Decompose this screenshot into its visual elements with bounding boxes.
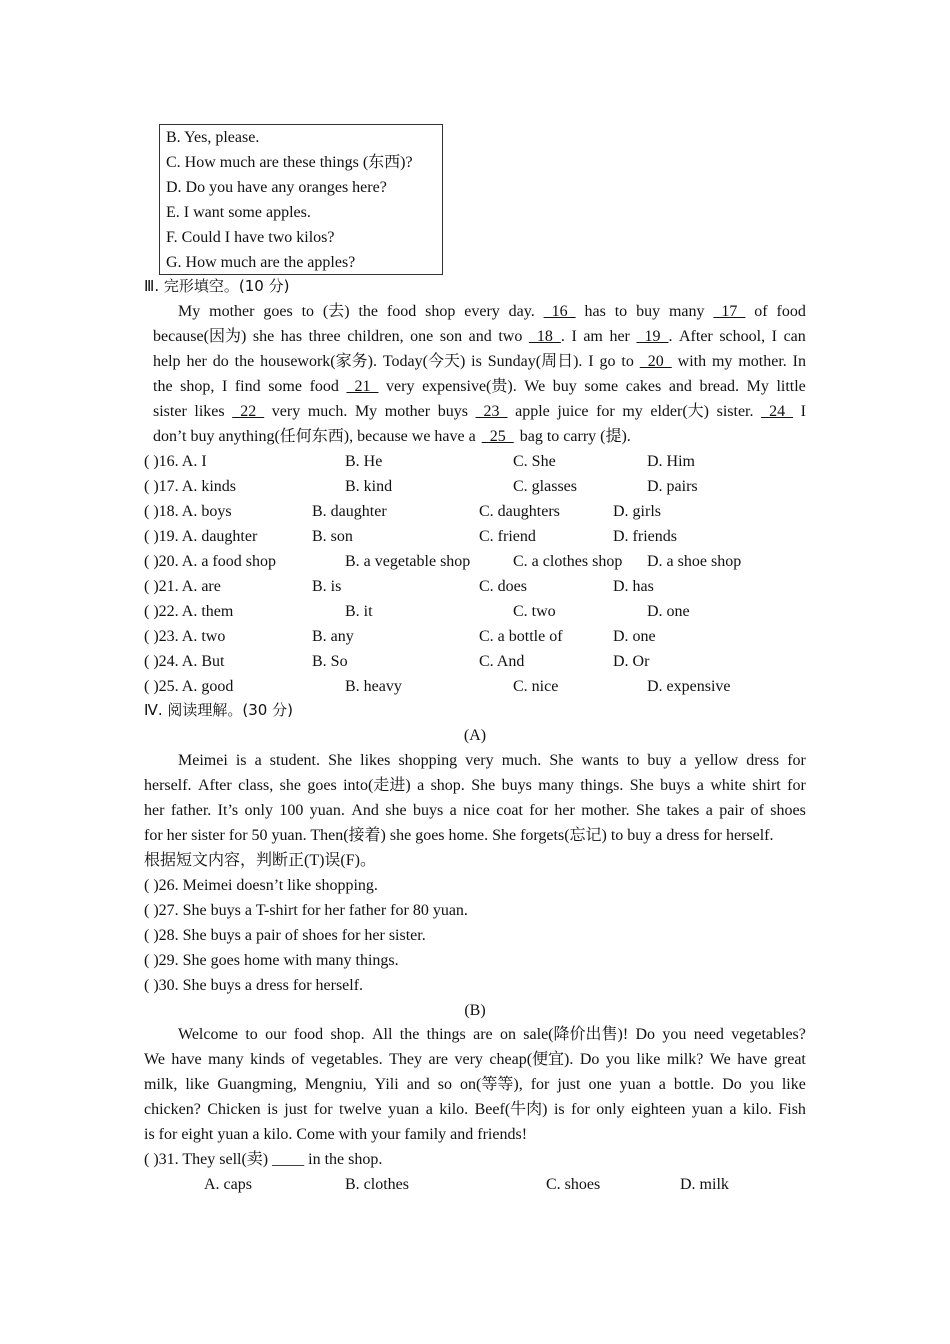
passage-word: buys xyxy=(501,777,532,794)
passage-word: have xyxy=(171,1051,202,1068)
passage-b-label: (B) xyxy=(464,1002,486,1019)
question-31-option-a: A. caps xyxy=(204,1176,252,1193)
answer-option: B. is xyxy=(312,578,342,595)
passage-word: mother xyxy=(384,403,431,420)
passage-word: for xyxy=(529,802,548,819)
cloze-blank: 17 xyxy=(713,303,746,320)
passage-word: is for eight yuan a kilo. Come with your family and friends! xyxy=(144,1126,528,1143)
passage-line xyxy=(144,1047,806,1072)
passage-word: very xyxy=(454,1051,483,1068)
passage-word: bag to carry (提). xyxy=(519,428,631,445)
answer-option: B. any xyxy=(312,628,354,645)
passage-word: Do xyxy=(722,1076,742,1093)
answer-option: B. kind xyxy=(345,478,393,495)
passage-word: her xyxy=(144,802,165,819)
passage-word: I xyxy=(221,378,228,395)
passage-word: just xyxy=(557,1076,581,1093)
passage-line xyxy=(144,798,806,823)
question-31-option-c: C. shoes xyxy=(546,1176,601,1193)
passage-word: has xyxy=(584,303,606,320)
passage-word: shop, xyxy=(180,378,215,395)
passage-line xyxy=(144,324,806,349)
passage-word: school, xyxy=(719,328,766,345)
passage-word: many xyxy=(208,1051,244,1068)
passage-word: food xyxy=(293,1026,324,1043)
passage-word: very xyxy=(465,752,494,769)
question-stem: ( )22. A. them xyxy=(144,603,234,620)
passage-word: like xyxy=(781,1076,806,1093)
passage-word: of xyxy=(291,1051,305,1068)
passage-word: white xyxy=(710,777,746,794)
passage-word: many xyxy=(668,303,705,320)
passage-word: son xyxy=(439,328,463,345)
passage-word: very xyxy=(386,378,415,395)
passage-word: sister xyxy=(153,403,187,420)
passage-word: her xyxy=(186,353,207,370)
passage-word: cheap(便宜). xyxy=(489,1051,574,1068)
passage-word: food xyxy=(776,303,806,320)
passage-word: day. xyxy=(508,303,535,320)
answer-option: D. a shoe shop xyxy=(647,553,742,570)
passage-word: one xyxy=(410,328,434,345)
passage-word: shirt xyxy=(752,777,781,794)
passage-word: In xyxy=(792,353,806,370)
passage-word: three xyxy=(308,328,341,345)
passage-word: It’s xyxy=(217,802,239,819)
passage-word: you xyxy=(662,1026,687,1043)
passage-word: my xyxy=(711,353,733,370)
answer-option: B. daughter xyxy=(312,503,387,520)
passage-word: sister. xyxy=(716,403,754,420)
statement: ( )30. She buys a dress for herself. xyxy=(144,977,364,994)
passage-word: She xyxy=(549,752,574,769)
question-31-option-b: B. clothes xyxy=(345,1176,409,1193)
passage-word: herself. xyxy=(144,777,192,794)
passage-word: milk, xyxy=(144,1076,178,1093)
passage-word: mother xyxy=(209,303,255,320)
cloze-blank: 20 xyxy=(639,353,672,370)
passage-word: shoes xyxy=(770,802,806,819)
passage-word: student. xyxy=(269,752,320,769)
passage-line xyxy=(144,424,806,449)
passage-word: don’t buy anything(任何东西), because we have a xyxy=(153,428,476,445)
passage-word: shop. xyxy=(430,777,465,794)
passage-word: pair xyxy=(719,802,745,819)
passage-word: go xyxy=(599,353,616,370)
answer-option: D. friends xyxy=(613,528,677,545)
passage-word: is xyxy=(235,752,247,769)
passage-word: My xyxy=(178,303,201,320)
statement: ( )28. She buys a pair of shoes for her sister. xyxy=(144,927,426,944)
passage-word: Meimei xyxy=(178,752,228,769)
passage-a xyxy=(144,748,806,848)
question-stem: ( )17. A. kinds xyxy=(144,478,236,495)
passage-word: have xyxy=(737,1051,768,1068)
passage-word: is xyxy=(553,1101,565,1118)
passage-word: for xyxy=(596,403,615,420)
passage-word: Sunday(周日). xyxy=(487,353,583,370)
passage-word: a xyxy=(658,1076,666,1093)
passage-word: for xyxy=(787,777,806,794)
statement: ( )29. She goes home with many things. xyxy=(144,952,399,969)
passage-word: buy xyxy=(552,378,577,395)
passage-word: class, xyxy=(238,777,274,794)
passage-word: kinds xyxy=(250,1051,285,1068)
passage-word: her xyxy=(554,802,575,819)
passage-line xyxy=(144,1122,806,1147)
passage-word: yuan xyxy=(619,1076,651,1093)
passage-word: yuan. xyxy=(309,802,345,819)
answer-option: B. son xyxy=(312,528,353,545)
passage-word: buys xyxy=(660,777,691,794)
cloze-blank: 23 xyxy=(475,403,508,420)
passage-word: with xyxy=(677,353,707,370)
answer-option: C. And xyxy=(479,653,525,670)
passage-word: shopping xyxy=(398,752,458,769)
passage-word: twelve xyxy=(338,1101,382,1118)
passage-word: things. xyxy=(580,777,624,794)
passage-word: bread. xyxy=(699,378,740,395)
passage-word: bottle. xyxy=(673,1076,715,1093)
passage-word: to xyxy=(301,303,315,320)
cloze-blank: 16 xyxy=(543,303,576,320)
passage-word: wants xyxy=(581,752,619,769)
passage-word: need xyxy=(693,1026,724,1043)
passage-word: just xyxy=(284,1101,308,1118)
passage-word: yuan xyxy=(691,1101,723,1118)
passage-word: mother. xyxy=(738,353,787,370)
passage-word: children, xyxy=(347,328,404,345)
passage-word: do xyxy=(212,353,229,370)
passage-word: for xyxy=(787,752,806,769)
passage-word: All xyxy=(372,1026,393,1043)
cloze-blank: 18 xyxy=(528,328,561,345)
question-stem: ( )16. A. I xyxy=(144,453,207,470)
answer-option: B. it xyxy=(345,603,373,620)
cloze-blank: 24 xyxy=(761,403,794,420)
passage-word: two xyxy=(498,328,523,345)
dialogue-option: C. How much are these things (东西)? xyxy=(166,154,413,171)
passage-word: likes xyxy=(360,752,391,769)
passage-word: the xyxy=(399,1026,420,1043)
question-stem: ( )20. A. a food shop xyxy=(144,553,276,570)
passage-word: to xyxy=(245,1026,258,1043)
statement: ( )26. Meimei doesn’t like shopping. xyxy=(144,877,378,894)
passage-word: We xyxy=(709,1051,731,1068)
answer-option: C. daughters xyxy=(479,503,560,520)
statement: ( )27. She buys a T-shirt for her father for 80 yuan. xyxy=(144,902,468,919)
passage-line xyxy=(144,1072,806,1097)
passage-word: the xyxy=(153,378,173,395)
passage-word: vegetables? xyxy=(731,1026,806,1043)
passage-word: kilo. xyxy=(742,1101,772,1118)
passage-word: of xyxy=(754,303,768,320)
passage-word: sale(降价出售)! xyxy=(523,1026,629,1043)
passage-word: every xyxy=(464,303,500,320)
passage-line xyxy=(144,773,806,798)
passage-word: Do xyxy=(635,1026,656,1043)
passage-word: are xyxy=(428,1051,448,1068)
passage-word: a xyxy=(729,1101,737,1118)
passage-word: into(走进) xyxy=(343,777,411,794)
passage-word: like xyxy=(636,1051,661,1068)
passage-word: the xyxy=(234,353,255,370)
answer-option: C. She xyxy=(513,453,556,470)
passage-word: likes xyxy=(194,403,225,420)
passage-word: a xyxy=(254,752,262,769)
passage-line xyxy=(144,1097,806,1122)
passage-word: Yili xyxy=(374,1076,399,1093)
answer-option: D. pairs xyxy=(647,478,698,495)
passage-word: some xyxy=(584,378,619,395)
passage-word: coat xyxy=(496,802,523,819)
passage-word: cakes xyxy=(625,378,662,395)
passage-word: on(等等), xyxy=(460,1076,523,1093)
question-stem: ( )23. A. two xyxy=(144,628,226,645)
passage-word: to xyxy=(621,353,634,370)
passage-line xyxy=(144,1022,806,1047)
question-31-option-d: D. milk xyxy=(680,1176,729,1193)
answer-option: B. So xyxy=(312,653,348,670)
passage-word: My xyxy=(746,378,769,395)
dialogue-option: D. Do you have any oranges here? xyxy=(166,179,387,196)
passage-word: one xyxy=(588,1076,612,1093)
answer-option: D. one xyxy=(647,603,690,620)
passage-word: buy xyxy=(636,303,661,320)
passage-word: housework(家务). xyxy=(260,353,377,370)
passage-word: takes xyxy=(666,802,700,819)
passage-word: shop. xyxy=(330,1026,365,1043)
passage-a-instruction: 根据短文内容，判断正(T)误(F)。 xyxy=(144,852,376,869)
cloze-blank: 21 xyxy=(346,378,379,395)
answer-option: C. friend xyxy=(479,528,536,545)
passage-word: juice xyxy=(557,403,589,420)
answer-option: C. two xyxy=(513,603,556,620)
passage-word: milk? xyxy=(666,1051,704,1068)
question-stem: ( )21. A. are xyxy=(144,578,221,595)
dialogue-option: E. I want some apples. xyxy=(166,204,311,221)
passage-word: Today(今天) xyxy=(382,353,466,370)
passage-word: am xyxy=(583,328,603,345)
passage-word: for xyxy=(530,1076,550,1093)
passage-word: I xyxy=(588,353,594,370)
passage-word: eighteen xyxy=(631,1101,686,1118)
passage-word: Guangming, xyxy=(217,1076,297,1093)
passage-word: my xyxy=(622,403,643,420)
question-31-stem: ( )31. They sell(卖) ____ in the shop. xyxy=(144,1151,383,1168)
passage-word: can xyxy=(783,328,806,345)
dialogue-options-box xyxy=(159,124,443,275)
dialogue-option: G. How much are the apples? xyxy=(166,254,356,271)
passage-word: only xyxy=(596,1101,625,1118)
answer-option: D. Him xyxy=(647,453,695,470)
cloze-blank: 22 xyxy=(232,403,265,420)
passage-word: things xyxy=(426,1026,466,1043)
passage-word: buy xyxy=(647,752,672,769)
passage-word: Welcome xyxy=(178,1026,239,1043)
section-4-title: Ⅳ. 阅读理解。(30 分) xyxy=(144,701,293,719)
passage-word: for her sister for 50 yuan. Then(接着) she goes home. She forgets(忘记) to buy a dress for herself. xyxy=(144,827,774,844)
passage-word: buys xyxy=(437,403,468,420)
passage-word: After xyxy=(197,777,232,794)
passage-word: chicken? xyxy=(144,1101,201,1118)
passage-word: father. xyxy=(170,802,212,819)
passage-word: she xyxy=(385,802,407,819)
passage-word: help xyxy=(153,353,181,370)
dialogue-option: B. Yes, please. xyxy=(166,129,260,146)
passage-word: food xyxy=(386,303,417,320)
answer-option: D. girls xyxy=(613,503,661,520)
passage-word: only xyxy=(244,802,273,819)
passage-word: kilo. xyxy=(439,1101,469,1118)
passage-word: to xyxy=(626,752,640,769)
passage-word: you xyxy=(749,1076,774,1093)
passage-word: elder(大) xyxy=(650,403,709,420)
question-stem: ( )25. A. good xyxy=(144,678,234,695)
passage-word: 19 . xyxy=(636,328,673,345)
passage-word: is xyxy=(267,1101,278,1118)
passage-line xyxy=(144,299,806,324)
answer-option: C. glasses xyxy=(513,478,577,495)
passage-a-label: (A) xyxy=(463,727,487,744)
passage-word: find xyxy=(234,378,261,395)
passage-word: she xyxy=(252,328,275,345)
passage-word: Beef(牛肉) xyxy=(474,1101,548,1118)
passage-word: And xyxy=(351,802,379,819)
passage-word: goes xyxy=(307,777,337,794)
answer-option: B. heavy xyxy=(345,678,402,695)
passage-line xyxy=(144,349,806,374)
passage-word: She xyxy=(328,752,353,769)
passage-word: much. xyxy=(501,752,542,769)
answer-option: C. a bottle of xyxy=(479,628,563,645)
passage-word: a xyxy=(705,802,713,819)
passage-word: great xyxy=(773,1051,806,1068)
passage-word: a xyxy=(449,802,457,819)
passage-word: Chicken xyxy=(207,1101,261,1118)
passage-word: Do xyxy=(579,1051,600,1068)
passage-word: a xyxy=(417,777,425,794)
passage-word: and xyxy=(668,378,692,395)
passage-word: little xyxy=(776,378,806,395)
passage-word: I xyxy=(800,403,806,420)
answer-option: D. one xyxy=(613,628,656,645)
passage-word: I xyxy=(771,328,777,345)
answer-option: B. a vegetable shop xyxy=(345,553,471,570)
answer-option: C. does xyxy=(479,578,527,595)
passage-word: After xyxy=(679,328,713,345)
passage-word: Fish xyxy=(778,1101,806,1118)
passage-word: nice xyxy=(463,802,490,819)
question-stem: ( )19. A. daughter xyxy=(144,528,258,545)
passage-word: yellow xyxy=(694,752,739,769)
passage-word: our xyxy=(265,1026,287,1043)
passage-word: She xyxy=(636,802,661,819)
passage-word: to xyxy=(614,303,628,320)
passage-word: a xyxy=(679,752,687,769)
passage-word: dress xyxy=(746,752,780,769)
passage-word: her xyxy=(609,328,630,345)
passage-word: vegetables. xyxy=(311,1051,383,1068)
passage-word: she xyxy=(279,777,301,794)
passage-word: Mengniu, xyxy=(304,1076,367,1093)
passage-word: I xyxy=(571,328,577,345)
question-stem: ( )24. A. But xyxy=(144,653,225,670)
passage-word: you xyxy=(605,1051,630,1068)
passage-word: mother. xyxy=(581,802,630,819)
passage-word: apple xyxy=(515,403,550,420)
passage-word: 100 xyxy=(279,802,304,819)
passage-word: like xyxy=(185,1076,210,1093)
passage-word: on xyxy=(499,1026,516,1043)
passage-word: expensive(贵). xyxy=(422,378,517,395)
answer-option: D. Or xyxy=(613,653,650,670)
passage-line xyxy=(144,374,806,399)
passage-word: a xyxy=(696,777,704,794)
dialogue-option: F. Could I have two kilos? xyxy=(166,229,335,246)
passage-word: has xyxy=(280,328,303,345)
passage-word: yuan xyxy=(388,1101,420,1118)
passage-word: and xyxy=(468,328,492,345)
passage-word: a xyxy=(425,1101,433,1118)
cloze-blank: 19 xyxy=(636,328,669,345)
passage-word: We xyxy=(524,378,546,395)
passage-word: some xyxy=(268,378,302,395)
passage-line xyxy=(144,823,806,848)
answer-option: C. nice xyxy=(513,678,559,695)
answer-option: C. a clothes shop xyxy=(513,553,623,570)
passage-word: and xyxy=(406,1076,430,1093)
passage-word: are xyxy=(473,1026,493,1043)
passage-word: very xyxy=(271,403,301,420)
passage-word: food xyxy=(309,378,339,395)
passage-word: because(因为) xyxy=(153,328,247,345)
passage-word: My xyxy=(354,403,378,420)
passage-word: 18 . xyxy=(528,328,565,345)
passage-word: goes xyxy=(263,303,293,320)
passage-word: much. xyxy=(307,403,348,420)
cloze-blank: 25 xyxy=(481,428,514,445)
passage-word: for xyxy=(571,1101,590,1118)
passage-word: the xyxy=(358,303,379,320)
cloze-passage xyxy=(144,299,806,449)
passage-word: buys xyxy=(413,802,444,819)
passage-word: for xyxy=(313,1101,333,1118)
passage-word: We xyxy=(144,1051,165,1068)
passage-word: They xyxy=(389,1051,422,1068)
passage-line xyxy=(144,748,806,773)
section-3-title: Ⅲ. 完形填空。(10 分) xyxy=(144,277,290,295)
passage-word: She xyxy=(471,777,496,794)
passage-word: of xyxy=(750,802,764,819)
answer-option: B. He xyxy=(345,453,383,470)
passage-word: is xyxy=(471,353,482,370)
answer-option: D. has xyxy=(613,578,654,595)
passage-line xyxy=(144,399,806,424)
passage-word: (去) xyxy=(322,303,350,320)
answer-option: D. expensive xyxy=(647,678,731,695)
passage-word: She xyxy=(629,777,654,794)
passage-word: so xyxy=(437,1076,453,1093)
passage-word: many xyxy=(538,777,574,794)
question-stem: ( )18. A. boys xyxy=(144,503,232,520)
passage-b xyxy=(144,1022,806,1147)
passage-word: shop xyxy=(425,303,456,320)
